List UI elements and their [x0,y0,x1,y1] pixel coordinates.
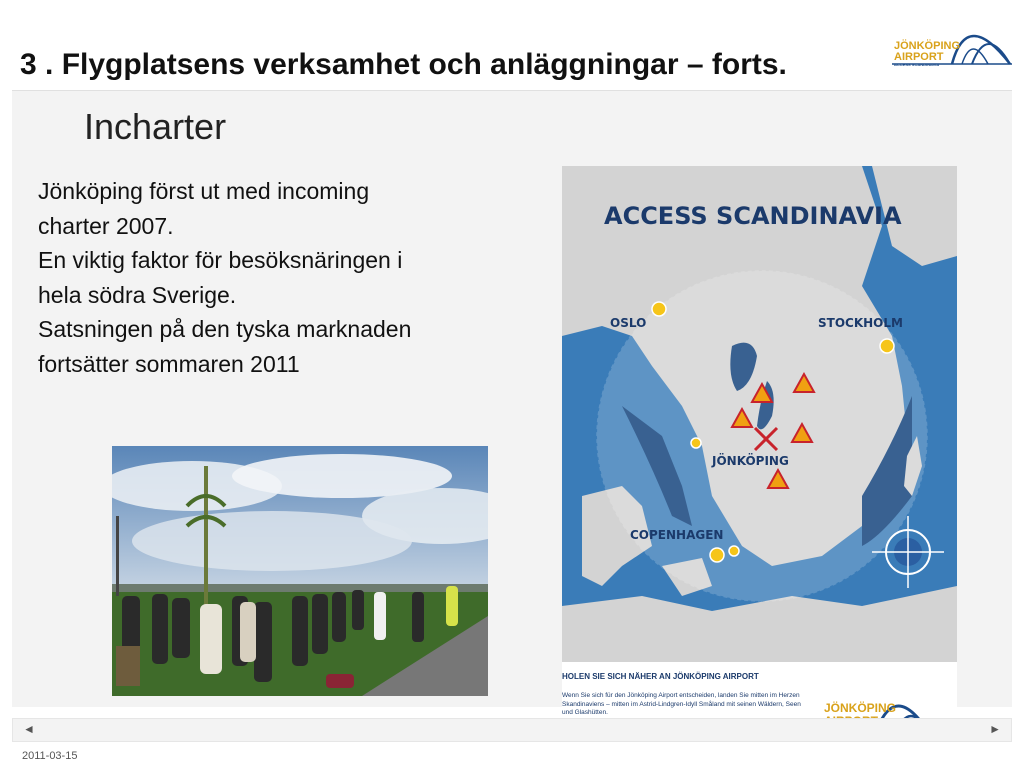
poster-footer-headline: HOLEN SIE SICH NÄHER AN JÖNKÖPING AIRPORT [562,672,759,681]
next-slide-button[interactable]: ► [989,722,1001,736]
previous-slide-button[interactable]: ◄ [23,722,35,736]
body-line: Jönköping först ut med incoming [38,178,370,204]
map-illustration [562,166,957,662]
copenhagen-dot [710,548,724,562]
body-line: fortsätter sommaren 2011 [38,350,300,377]
gothenburg-dot [691,438,701,448]
slide-body-text [38,174,518,381]
jonkoping-airport-logo [892,14,1012,70]
malmo-dot [729,546,739,556]
body-line: hela södra Sverige. [38,281,237,308]
logo-line-2: AIRPORT [894,51,944,63]
city-label-stockholm: STOCKHOLM [818,316,903,330]
city-label-jonkoping: JÖNKÖPING [712,454,789,468]
slide-navigation-bar [12,718,1012,742]
poster-footer-text: Wenn Sie sich für den Jönköping Airport entscheiden, landen Sie mitten im Herzen Skandinaviens – mitten im Astrid-Lindgren-Idyll Småland mit seinen Wäldern, Seen und Glashütten. [562,692,801,716]
logo-line-1: JÖNKÖPING [894,40,961,52]
city-label-oslo: OSLO [610,316,647,330]
slide-title: 3 . Flygplatsens verksamhet och anläggningar – forts. [20,48,787,81]
body-line: charter 2007. [38,212,174,239]
slide-date: 2011-03-15 [22,750,78,762]
body-line: Satsningen på den tyska marknaden [38,316,412,342]
poster-headline: ACCESS SCANDINAVIA [604,202,902,230]
city-label-copenhagen: COPENHAGEN [630,528,724,542]
stockholm-dot [880,339,894,353]
crowd-photo-image [112,446,488,696]
slide-subtitle: Incharter [84,106,227,147]
body-line: En viktig faktor för besöksnäringen i [38,247,403,273]
access-scandinavia-poster [562,166,957,746]
poster-logo-line-1: JÖNKÖPING [824,701,897,715]
oslo-dot [652,302,666,316]
scandinavia-map [562,166,957,662]
logo-tagline: ACCESS SCANDINAVIA [894,62,940,67]
airfield-crowd-photo [112,446,488,696]
